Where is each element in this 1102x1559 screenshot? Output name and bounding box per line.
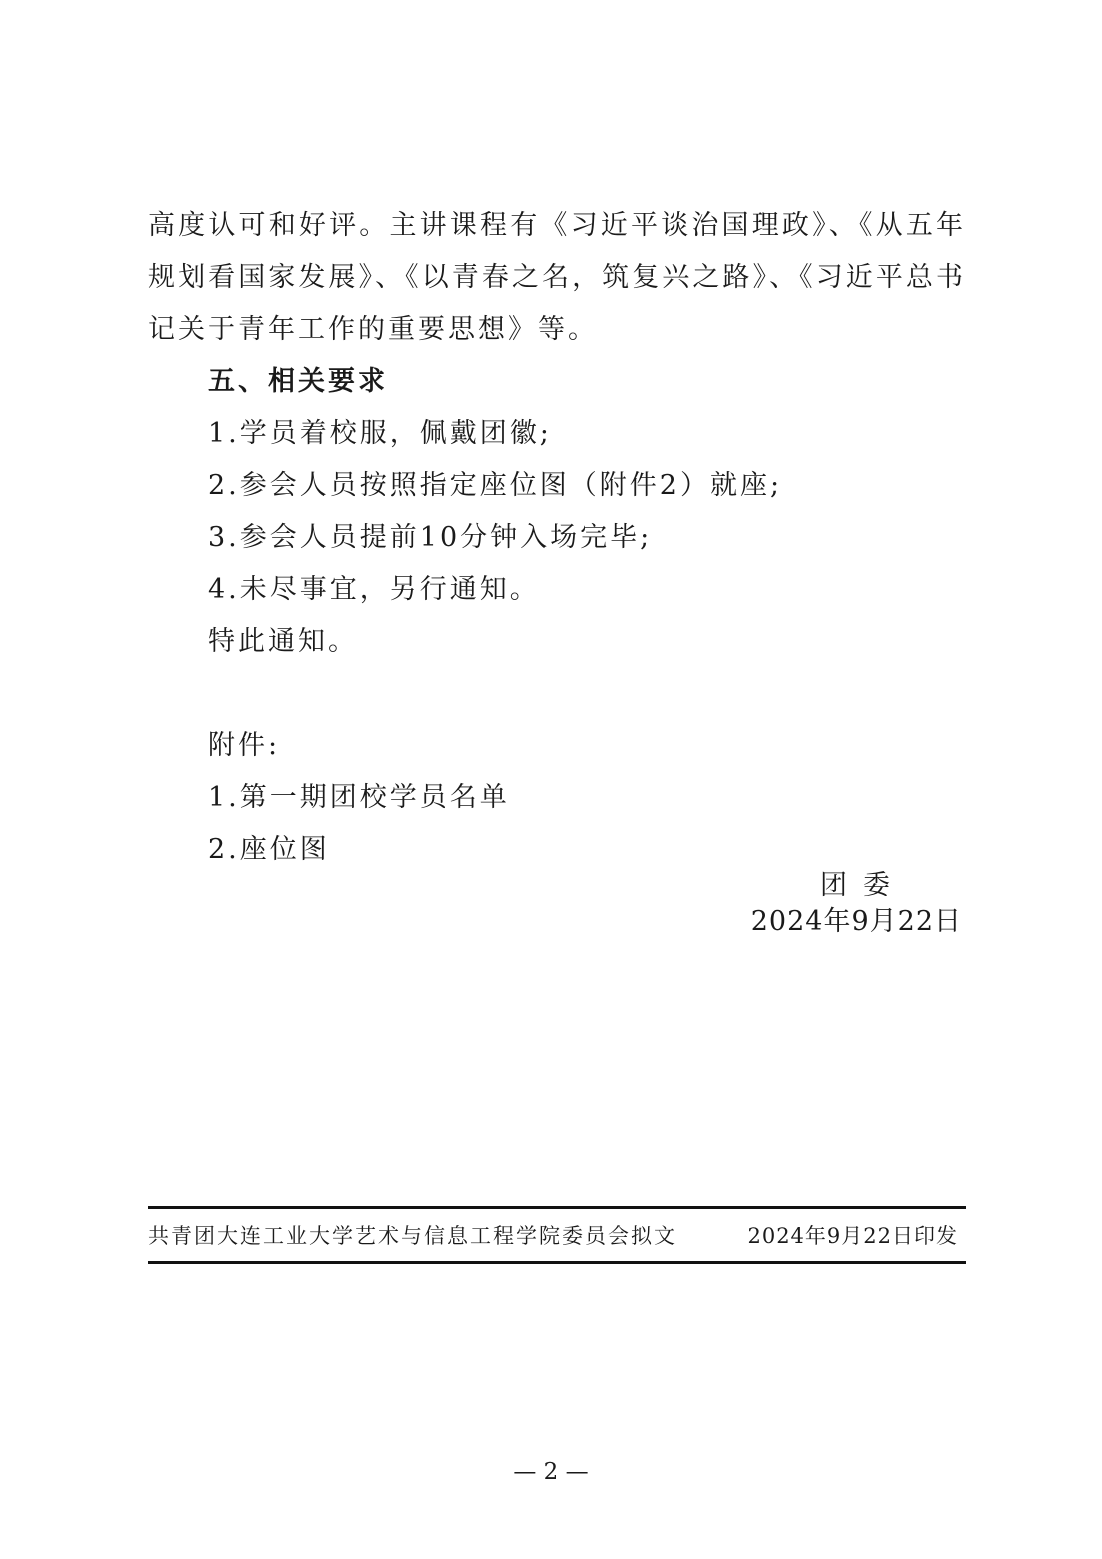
spacer bbox=[148, 668, 966, 720]
signature-block bbox=[751, 868, 962, 940]
attachment-item-1: 1.第一期团校学员名单 bbox=[208, 782, 510, 813]
closing-line: 特此通知。 bbox=[208, 626, 358, 657]
requirement-item-2: 2.参会人员按照指定座位图（附件2）就座; bbox=[208, 470, 783, 501]
attachment-item-2: 2.座位图 bbox=[208, 834, 330, 865]
section-heading: 五、相关要求 bbox=[208, 366, 388, 397]
footer-top-rule bbox=[148, 1206, 966, 1209]
signature-organization: 团委 bbox=[820, 870, 906, 901]
page-number: — 2 — bbox=[513, 1459, 589, 1485]
signature-date: 2024年9月22日 bbox=[750, 906, 962, 937]
requirement-item-3: 3.参会人员提前10分钟入场完毕; bbox=[208, 522, 653, 553]
footer-row bbox=[148, 1216, 958, 1256]
attachments-label: 附件: bbox=[208, 730, 281, 761]
footer-bottom-rule bbox=[148, 1261, 966, 1264]
requirement-item-1: 1.学员着校服，佩戴团徽; bbox=[208, 418, 552, 449]
intro-paragraph: 高度认可和好评。主讲课程有《习近平谈治国理政》、《从五年规划看国家发展》、《以青春之名，筑复兴之路》、《习近平总书记关于青年工作的重要思想》等。 bbox=[148, 210, 966, 345]
requirement-item-4: 4.未尽事宜，另行通知。 bbox=[208, 574, 540, 605]
document-body bbox=[148, 200, 966, 876]
footer-issue-date: 2024年9月22日印发 bbox=[747, 1224, 958, 1248]
footer-issuer: 共青团大连工业大学艺术与信息工程学院委员会拟文 bbox=[148, 1224, 677, 1248]
